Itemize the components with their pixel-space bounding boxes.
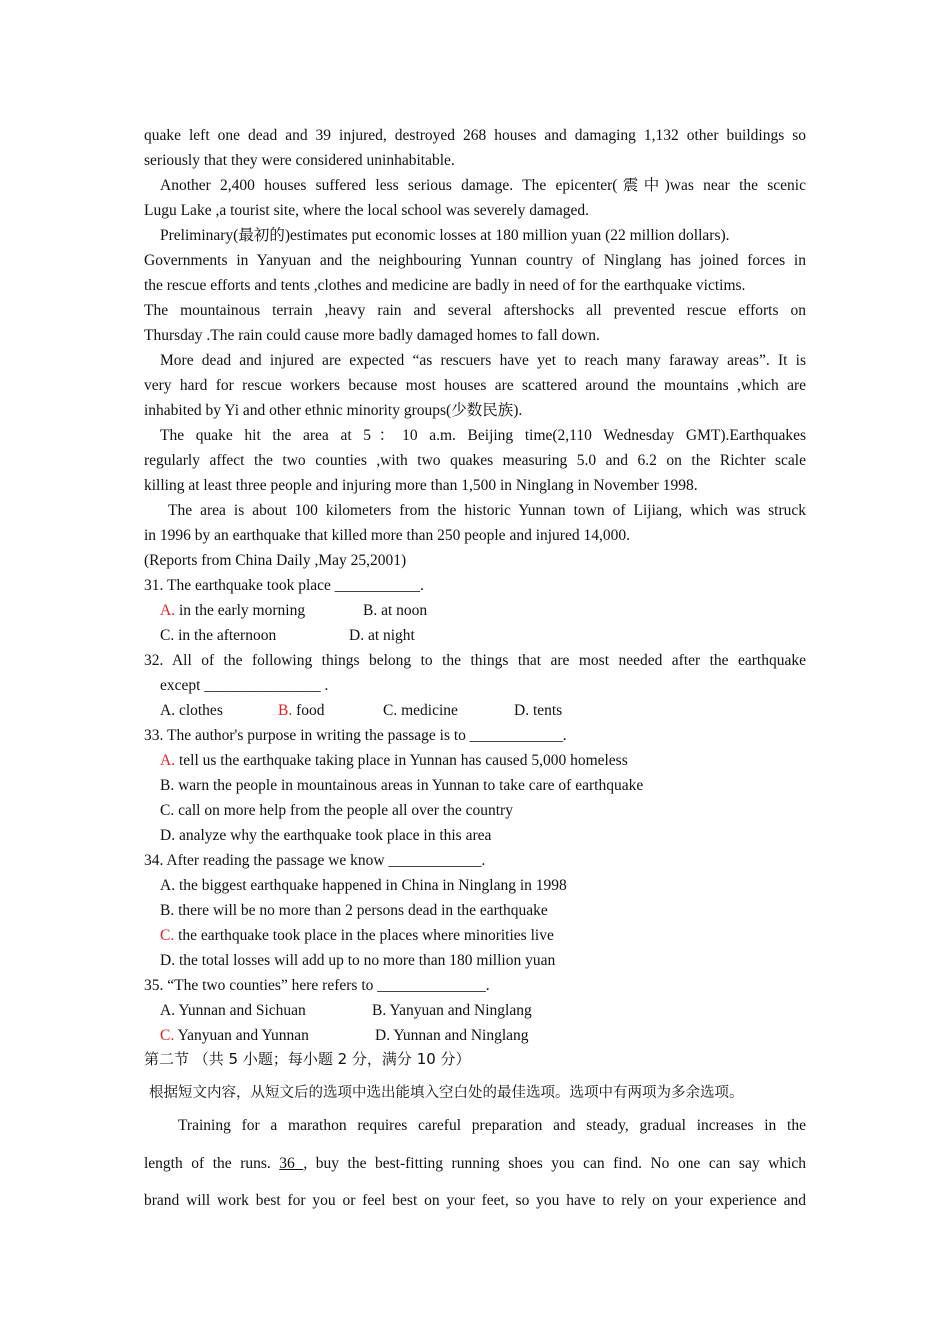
option-d: D. Yunnan and Ninglang	[375, 1027, 529, 1044]
option-d: D. the total losses will add up to no more than 180 million yuan	[160, 952, 556, 969]
option-b: B. there will be no more than 2 persons dead in the earthquake	[160, 902, 548, 919]
question-31-stem: 31. The earthquake took place ___________.	[144, 577, 424, 594]
option-b: B. Yanyuan and Ninglang	[372, 1002, 532, 1019]
answer-letter: C.	[160, 927, 175, 944]
question-34-stem: 34. After reading the passage we know ____________.	[144, 852, 486, 869]
answer-letter: C.	[160, 1027, 175, 1044]
passage-line: regularly affect the two counties ,with two quakes measuring 5.0 and 6.2 on the Richter scale	[144, 452, 806, 469]
passage-line: inhabited by Yi and other ethnic minority groups(少数民族).	[144, 402, 523, 419]
question-33-stem: 33. The author's purpose in writing the passage is to ____________.	[144, 727, 567, 744]
passage-line: Thursday .The rain could cause more badly damaged homes to fall down.	[144, 327, 600, 344]
answer-letter: A.	[160, 602, 176, 619]
passage-line: More dead and injured are expected “as rescuers have yet to reach many faraway areas”. It is	[160, 352, 806, 369]
cloze-line: Training for a marathon requires careful preparation and steady, gradual increases in the	[178, 1117, 806, 1134]
option-b: B. food	[278, 702, 325, 719]
cloze-line-with-blank: length of the runs. 36 , buy the best-fitting running shoes you can find. No one can say which	[144, 1155, 806, 1172]
question-32-stem: 32. All of the following things belong to the things that are most needed after the earthquake	[144, 652, 806, 669]
passage-line: the rescue efforts and tents ,clothes and medicine are badly in need of for the earthquake victims.	[144, 277, 746, 294]
option-d: D. at night	[349, 627, 415, 644]
option-b: B. warn the people in mountainous areas in Yunnan to take care of earthquake	[160, 777, 644, 794]
option-c: C. call on more help from the people all over the country	[160, 802, 513, 819]
passage-line: Governments in Yanyuan and the neighbouring Yunnan country of Ninglang has joined forces in	[144, 252, 806, 269]
option-b: B. at noon	[363, 602, 428, 619]
passage-line: The mountainous terrain ,heavy rain and several aftershocks all prevented rescue efforts on	[144, 302, 806, 319]
option-a: A. the biggest earthquake happened in China in Ninglang in 1998	[160, 877, 567, 894]
passage-line: seriously that they were considered uninhabitable.	[144, 152, 455, 169]
passage-line: Another 2,400 houses suffered less serious damage. The epicenter(震中)was near the scenic	[160, 177, 806, 194]
cloze-line: brand will work best for you or feel best on your feet, so you have to rely on your experience and	[144, 1192, 806, 1209]
passage-line: very hard for rescue workers because most houses are scattered around the mountains ,which are	[144, 377, 806, 394]
passage-line: killing at least three people and injuring more than 1,500 in Ninglang in November 1998.	[144, 477, 698, 494]
question-35-stem: 35. “The two counties” here refers to ______________.	[144, 977, 490, 994]
passage-source: (Reports from China Daily ,May 25,2001)	[144, 552, 407, 569]
option-d: D. analyze why the earthquake took place in this area	[160, 827, 492, 844]
passage-line: Lugu Lake ,a tourist site, where the local school was severely damaged.	[144, 202, 590, 219]
blank-36: 36	[279, 1155, 304, 1172]
section-heading: 第二节 （共 5 小题；每小题 2 分，满分 10 分）	[144, 1050, 471, 1068]
option-c: C. Yanyuan and Yunnan	[160, 1027, 309, 1044]
answer-letter: B.	[278, 702, 293, 719]
option-a: A. clothes	[160, 702, 223, 719]
option-a: A. tell us the earthquake taking place in Yunnan has caused 5,000 homeless	[160, 752, 628, 769]
question-32-stem-2: except _______________ .	[160, 677, 329, 694]
option-d: D. tents	[514, 702, 563, 719]
option-c: C. the earthquake took place in the places where minorities live	[160, 927, 554, 944]
passage-line: The quake hit the area at 5：10 a.m. Beijing time(2,110 Wednesday GMT).Earthquakes	[160, 427, 806, 444]
passage-line: quake left one dead and 39 injured, destroyed 268 houses and damaging 1,132 other buildings so	[144, 127, 806, 144]
option-c: C. medicine	[383, 702, 458, 719]
passage-line: in 1996 by an earthquake that killed more than 250 people and injured 14,000.	[144, 527, 630, 544]
option-c: C. in the afternoon	[160, 627, 277, 644]
section-instruction: 根据短文内容，从短文后的选项中选出能填入空白处的最佳选项。选项中有两项为多余选项。	[149, 1085, 744, 1101]
option-a: A. in the early morning	[160, 602, 306, 619]
passage-line: Preliminary(最初的)estimates put economic losses at 180 million yuan (22 million dollars).	[160, 227, 730, 244]
answer-letter: A.	[160, 752, 176, 769]
passage-line: The area is about 100 kilometers from the historic Yunnan town of Lijiang, which was struck	[168, 502, 806, 519]
option-a: A. Yunnan and Sichuan	[160, 1002, 306, 1019]
